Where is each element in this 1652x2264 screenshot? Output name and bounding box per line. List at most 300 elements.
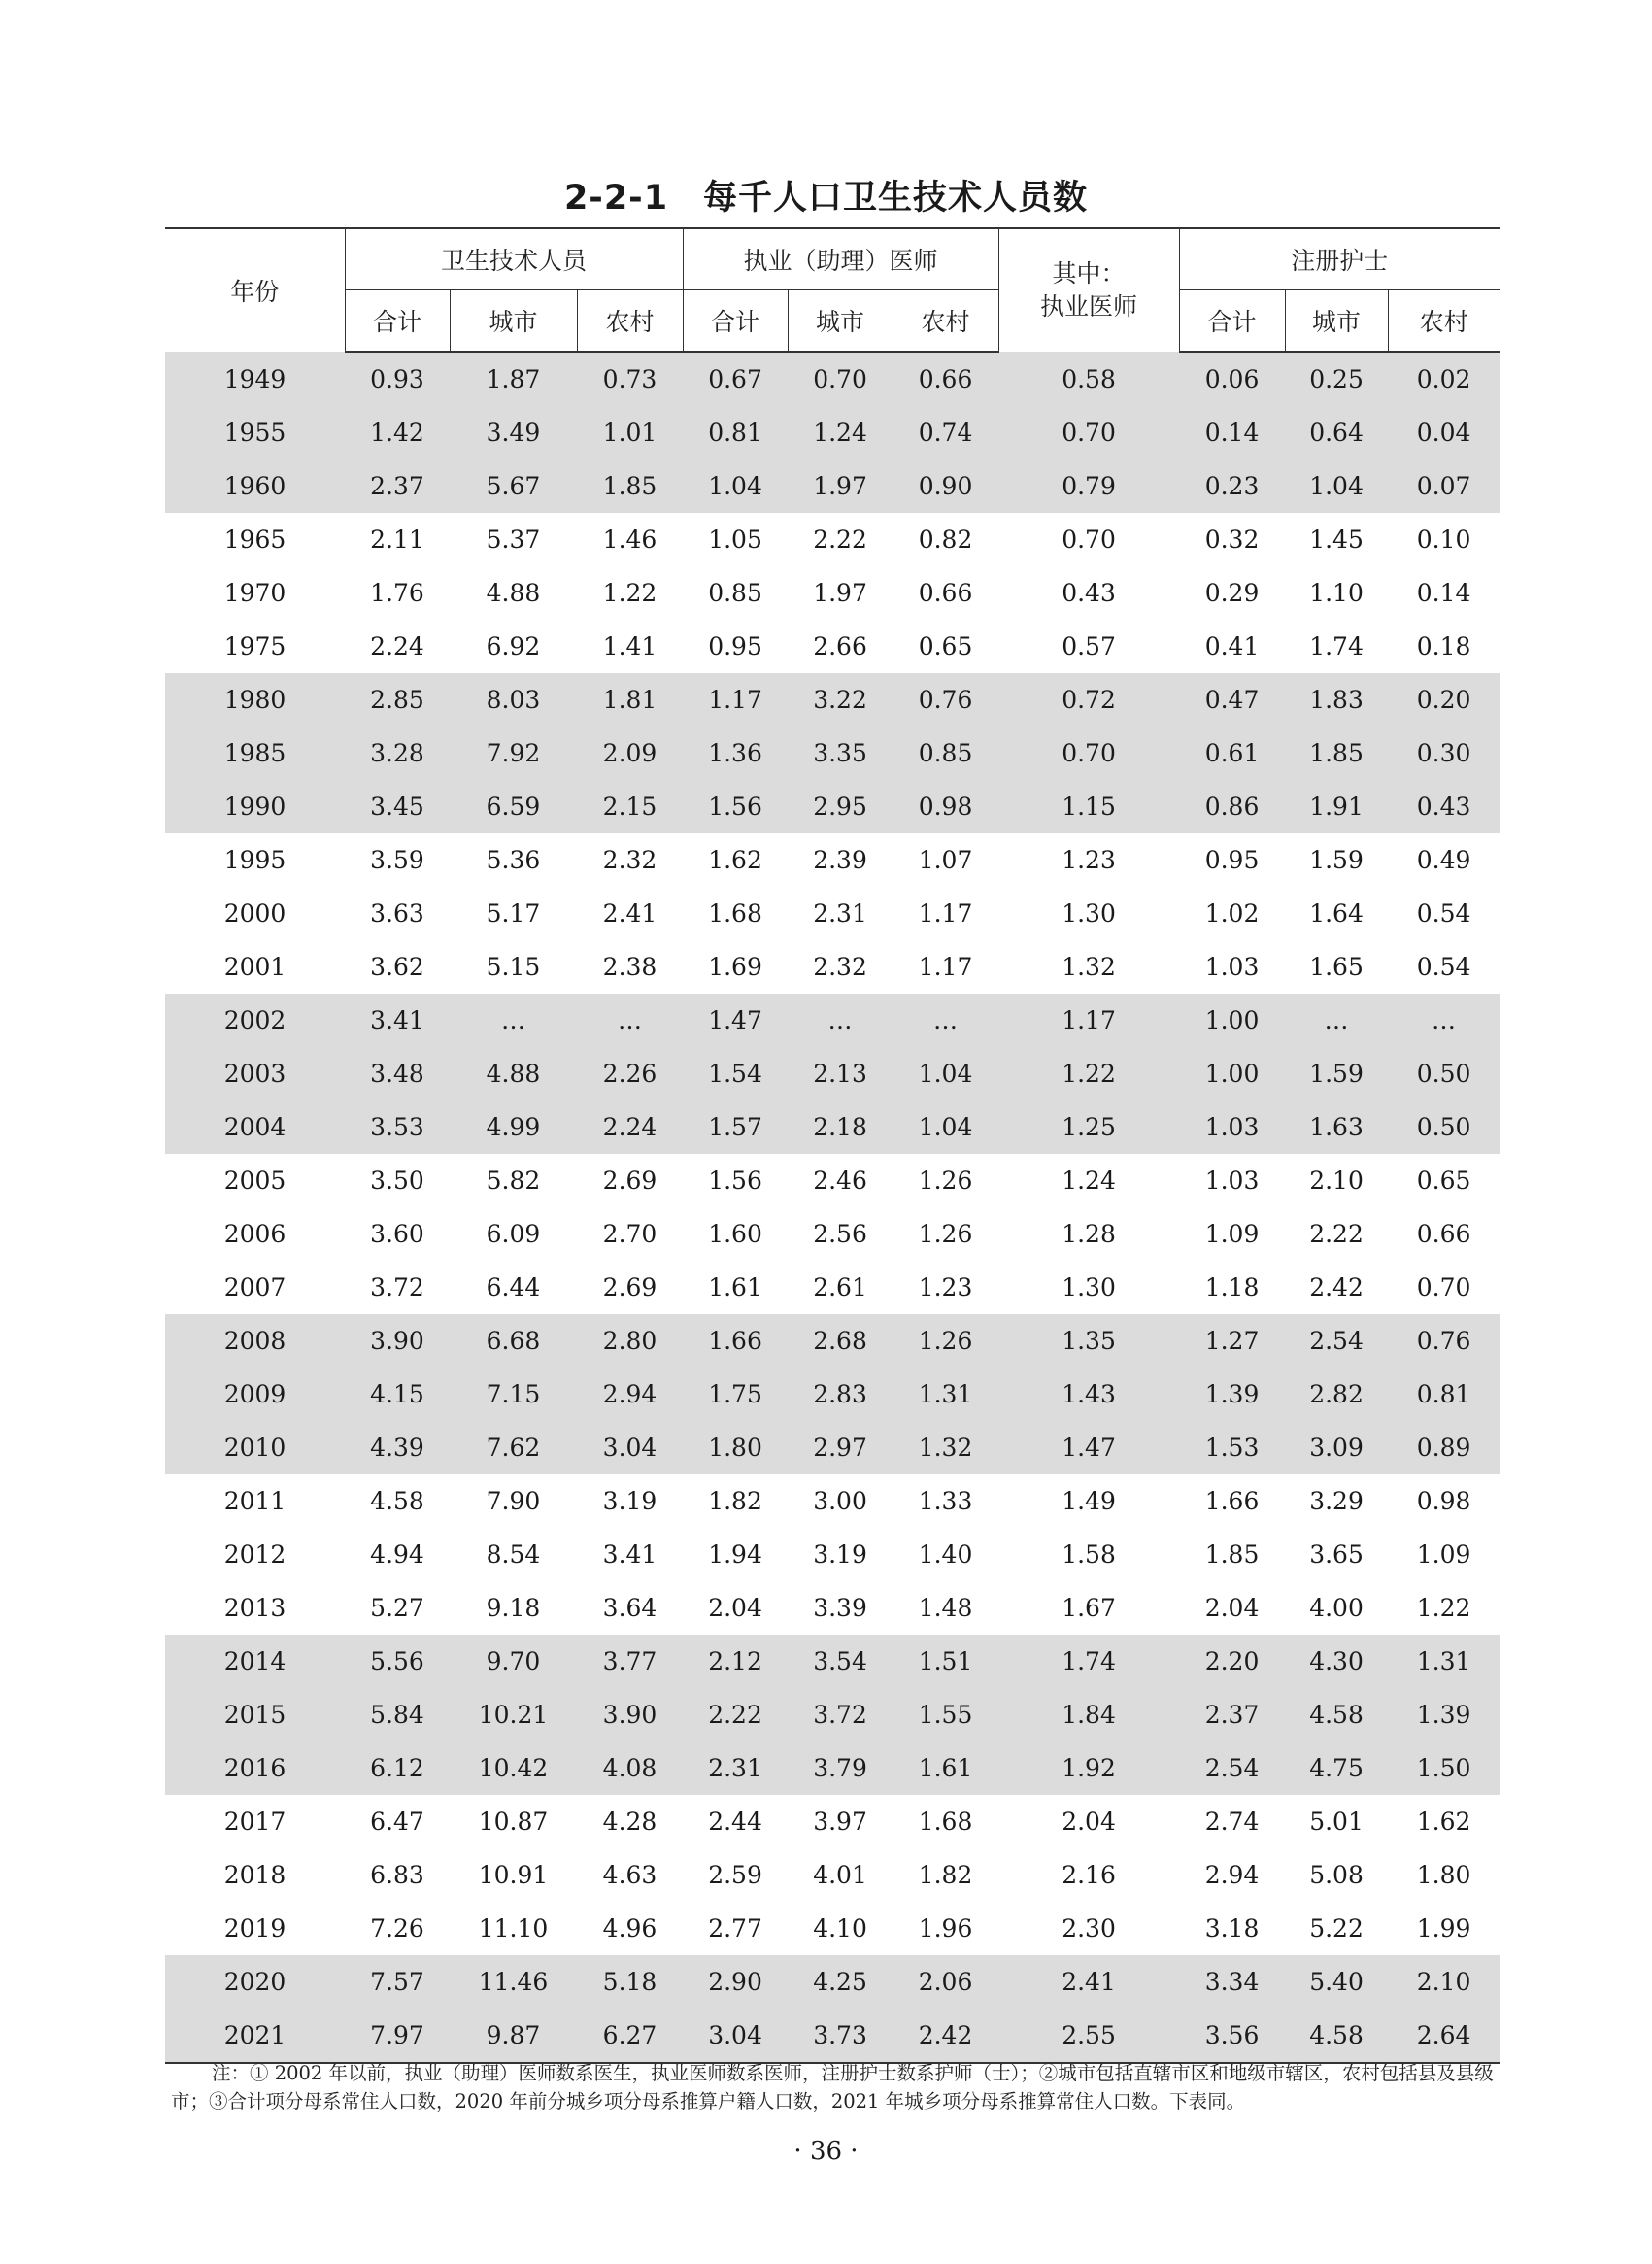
page-number: · 36 · xyxy=(793,2137,859,2166)
table-row xyxy=(165,1314,1500,1368)
value-cell: 7.97 xyxy=(345,2009,450,2063)
value-cell: 0.54 xyxy=(1416,899,1471,928)
value-cell: 1.41 xyxy=(602,632,657,660)
value-cell: 0.82 xyxy=(918,525,973,554)
value-cell: 1.09 xyxy=(1204,1220,1260,1248)
value-cell: 1.03 xyxy=(1204,1166,1260,1195)
value-cell: 3.53 xyxy=(345,1100,450,1154)
value-cell: 0.50 xyxy=(1388,1047,1500,1100)
value-cell: 1.67 xyxy=(1062,1594,1116,1622)
value-cell: 0.76 xyxy=(893,673,998,727)
year-cell: 1955 xyxy=(165,406,345,459)
value-cell: 1.22 xyxy=(602,579,657,607)
value-cell: 3.77 xyxy=(577,1635,683,1688)
table-row xyxy=(165,406,1500,459)
value-cell: 3.90 xyxy=(577,1688,683,1741)
value-cell: 7.62 xyxy=(450,1421,577,1474)
nurses-group-header: 注册护士 xyxy=(1179,228,1500,290)
value-cell: 2.22 xyxy=(1309,1220,1364,1248)
value-cell: 2.20 xyxy=(1179,1635,1285,1688)
value-cell: 1.82 xyxy=(708,1487,762,1515)
nurses-urban-header: 城市 xyxy=(1285,290,1388,353)
value-cell: 6.59 xyxy=(450,780,577,833)
value-cell: 0.47 xyxy=(1179,673,1285,727)
table-row xyxy=(165,727,1500,780)
value-cell: 1.22 xyxy=(1416,1594,1471,1622)
value-cell: 0.73 xyxy=(577,352,683,406)
value-cell: 2.26 xyxy=(577,1047,683,1100)
value-cell: 2.94 xyxy=(1204,1861,1260,1889)
value-cell: 1.45 xyxy=(1309,525,1364,554)
value-cell: 6.68 xyxy=(450,1314,577,1368)
year-cell: 2011 xyxy=(223,1487,287,1515)
nurses-total-header: 合计 xyxy=(1179,290,1285,353)
value-cell: 5.15 xyxy=(486,953,541,981)
value-cell: 1.85 xyxy=(1204,1540,1260,1569)
value-cell: 2.56 xyxy=(813,1220,867,1248)
value-cell: 1.97 xyxy=(813,579,867,607)
table-body xyxy=(165,352,1500,2063)
value-cell: 2.70 xyxy=(602,1220,657,1248)
year-cell: 2015 xyxy=(165,1688,345,1741)
value-cell: 3.60 xyxy=(370,1220,424,1248)
value-cell: 0.90 xyxy=(893,459,998,513)
value-cell: 1.31 xyxy=(1388,1635,1500,1688)
year-cell: 2021 xyxy=(165,2009,345,2063)
value-cell: 1.27 xyxy=(1179,1314,1285,1368)
table-header xyxy=(165,228,1500,352)
value-cell: 4.58 xyxy=(370,1487,424,1515)
value-cell: 6.83 xyxy=(370,1861,424,1889)
value-cell: 4.08 xyxy=(577,1741,683,1795)
value-cell: 1.26 xyxy=(918,1220,973,1248)
value-cell: 3.19 xyxy=(813,1540,867,1569)
value-cell: 5.36 xyxy=(486,846,541,874)
value-cell: 3.29 xyxy=(1309,1487,1364,1515)
value-cell: 0.04 xyxy=(1388,406,1500,459)
value-cell: 6.47 xyxy=(370,1808,424,1836)
value-cell: 0.30 xyxy=(1388,727,1500,780)
value-cell: 6.27 xyxy=(577,2009,683,2063)
value-cell: 0.95 xyxy=(1204,846,1260,874)
value-cell: 11.10 xyxy=(478,1914,549,1943)
value-cell: 0.85 xyxy=(893,727,998,780)
value-cell: 3.90 xyxy=(345,1314,450,1368)
table-row xyxy=(165,1100,1500,1154)
value-cell: 3.09 xyxy=(1285,1421,1388,1474)
value-cell: 0.66 xyxy=(918,579,973,607)
value-cell: 0.81 xyxy=(683,406,788,459)
value-cell: 5.27 xyxy=(370,1594,424,1622)
value-cell: 5.01 xyxy=(1309,1808,1364,1836)
value-cell: 0.70 xyxy=(1416,1273,1471,1301)
value-cell: 2.15 xyxy=(577,780,683,833)
year-cell: 2007 xyxy=(223,1273,287,1301)
value-cell: 2.44 xyxy=(708,1808,762,1836)
value-cell: 4.30 xyxy=(1285,1635,1388,1688)
value-cell: 5.08 xyxy=(1309,1861,1364,1889)
value-cell: 1.59 xyxy=(1285,1047,1388,1100)
value-cell: 5.37 xyxy=(486,525,541,554)
value-cell: 3.18 xyxy=(1204,1914,1260,1943)
value-cell: 3.56 xyxy=(1179,2009,1285,2063)
value-cell: 4.00 xyxy=(1309,1594,1364,1622)
value-cell: 2.04 xyxy=(708,1594,762,1622)
value-cell: 2.30 xyxy=(1062,1914,1116,1943)
value-cell: 2.42 xyxy=(893,2009,998,2063)
value-cell: 2.37 xyxy=(1179,1688,1285,1741)
health-tech-group-header: 卫生技术人员 xyxy=(345,228,683,290)
value-cell: 4.01 xyxy=(813,1861,867,1889)
value-cell: 1.80 xyxy=(1416,1861,1471,1889)
value-cell: 3.64 xyxy=(602,1594,657,1622)
value-cell: 8.03 xyxy=(450,673,577,727)
table-row xyxy=(165,513,1500,566)
table-row xyxy=(165,1368,1500,1421)
year-cell: 2009 xyxy=(165,1368,345,1421)
value-cell: 0.64 xyxy=(1285,406,1388,459)
value-cell: 2.69 xyxy=(602,1166,657,1195)
value-cell: 1.25 xyxy=(998,1100,1179,1154)
value-cell: 7.92 xyxy=(450,727,577,780)
value-cell: 2.31 xyxy=(813,899,867,928)
value-cell: 2.16 xyxy=(1062,1861,1116,1889)
value-cell: 0.58 xyxy=(998,352,1179,406)
value-cell: 1.39 xyxy=(1388,1688,1500,1741)
value-cell: 1.82 xyxy=(918,1861,973,1889)
year-cell: 1949 xyxy=(165,352,345,406)
value-cell: 3.50 xyxy=(370,1166,424,1195)
value-cell: 0.81 xyxy=(1388,1368,1500,1421)
value-cell: 0.10 xyxy=(1416,525,1471,554)
year-cell: 2005 xyxy=(223,1166,287,1195)
value-cell: 4.58 xyxy=(1285,2009,1388,2063)
health-tech-urban-header: 城市 xyxy=(450,290,577,353)
value-cell: 1.53 xyxy=(1179,1421,1285,1474)
value-cell: 0.98 xyxy=(893,780,998,833)
page-title: 2-2-1 每千人口卫生技术人员数 xyxy=(563,179,1089,218)
value-cell: 1.00 xyxy=(1179,1047,1285,1100)
value-cell: 2.66 xyxy=(813,632,867,660)
value-cell: 1.60 xyxy=(708,1220,762,1248)
year-cell: 2006 xyxy=(223,1220,287,1248)
value-cell: 3.72 xyxy=(788,1688,893,1741)
value-cell: 1.30 xyxy=(1062,899,1116,928)
value-cell: 1.39 xyxy=(1179,1368,1285,1421)
year-cell: 1965 xyxy=(223,525,287,554)
value-cell: 1.49 xyxy=(1062,1487,1116,1515)
value-cell: 0.49 xyxy=(1416,846,1471,874)
value-cell: 1.10 xyxy=(1309,579,1364,607)
value-cell: 0.02 xyxy=(1388,352,1500,406)
value-cell: 1.59 xyxy=(1309,846,1364,874)
year-cell: 2014 xyxy=(165,1635,345,1688)
value-cell: 1.09 xyxy=(1416,1540,1471,1569)
value-cell: 1.68 xyxy=(918,1808,973,1836)
value-cell: 1.66 xyxy=(1204,1487,1260,1515)
value-cell: 0.70 xyxy=(998,727,1179,780)
value-cell: 1.03 xyxy=(1204,953,1260,981)
value-cell: 2.74 xyxy=(1204,1808,1260,1836)
value-cell: 4.10 xyxy=(813,1914,867,1943)
value-cell: 2.68 xyxy=(788,1314,893,1368)
value-cell: 1.56 xyxy=(708,1166,762,1195)
year-cell: 2012 xyxy=(223,1540,287,1569)
value-cell: 3.04 xyxy=(683,2009,788,2063)
value-cell: 2.32 xyxy=(602,846,657,874)
value-cell: 2.94 xyxy=(577,1368,683,1421)
table-row xyxy=(165,1795,1500,1848)
value-cell: 3.41 xyxy=(345,994,450,1047)
table-row xyxy=(165,833,1500,887)
value-cell: 2.09 xyxy=(577,727,683,780)
value-cell: 1.58 xyxy=(1062,1540,1116,1569)
value-cell: 1.74 xyxy=(1309,632,1364,660)
value-cell: 2.24 xyxy=(577,1100,683,1154)
table-row xyxy=(165,1741,1500,1795)
value-cell: 2.24 xyxy=(370,632,424,660)
value-cell: … xyxy=(450,994,577,1047)
value-cell: 2.39 xyxy=(813,846,867,874)
year-cell: 2010 xyxy=(165,1421,345,1474)
table-row xyxy=(165,1421,1500,1474)
table-row xyxy=(165,352,1500,406)
physicians-rural-header: 农村 xyxy=(893,290,998,353)
value-cell: 1.24 xyxy=(1062,1166,1116,1195)
value-cell: 1.17 xyxy=(918,899,973,928)
value-cell: 4.75 xyxy=(1285,1741,1388,1795)
value-cell: 1.15 xyxy=(998,780,1179,833)
value-cell: 1.04 xyxy=(893,1047,998,1100)
value-cell: 3.39 xyxy=(813,1594,867,1622)
value-cell: 0.67 xyxy=(683,352,788,406)
value-cell: 0.50 xyxy=(1388,1100,1500,1154)
value-cell: 5.18 xyxy=(577,1955,683,2009)
year-cell: 1995 xyxy=(223,846,287,874)
value-cell: 4.25 xyxy=(788,1955,893,2009)
value-cell: 0.89 xyxy=(1388,1421,1500,1474)
year-cell: 1975 xyxy=(223,632,287,660)
value-cell: 1.55 xyxy=(893,1688,998,1741)
value-cell: 0.57 xyxy=(1062,632,1116,660)
value-cell: 4.94 xyxy=(370,1540,424,1569)
physicians-total-header: 合计 xyxy=(683,290,788,353)
value-cell: 0.18 xyxy=(1416,632,1471,660)
value-cell: 2.82 xyxy=(1285,1368,1388,1421)
value-cell: 5.40 xyxy=(1285,1955,1388,2009)
year-cell: 2020 xyxy=(165,1955,345,2009)
value-cell: 2.22 xyxy=(683,1688,788,1741)
value-cell: 4.58 xyxy=(1285,1688,1388,1741)
value-cell: 1.24 xyxy=(788,406,893,459)
value-cell: 2.04 xyxy=(1062,1808,1116,1836)
value-cell: 5.56 xyxy=(345,1635,450,1688)
value-cell: 0.25 xyxy=(1285,352,1388,406)
year-cell: 1985 xyxy=(165,727,345,780)
value-cell: 3.79 xyxy=(788,1741,893,1795)
value-cell: 7.26 xyxy=(370,1914,424,1943)
value-cell: 2.80 xyxy=(577,1314,683,1368)
value-cell: 0.65 xyxy=(918,632,973,660)
value-cell: 2.55 xyxy=(998,2009,1179,2063)
value-cell: 1.46 xyxy=(602,525,657,554)
value-cell: 1.26 xyxy=(918,1166,973,1195)
value-cell: 4.88 xyxy=(450,1047,577,1100)
value-cell: 11.46 xyxy=(450,1955,577,2009)
value-cell: 1.47 xyxy=(683,994,788,1047)
value-cell: 4.99 xyxy=(450,1100,577,1154)
value-cell: 5.67 xyxy=(450,459,577,513)
value-cell: 1.63 xyxy=(1285,1100,1388,1154)
value-cell: 10.21 xyxy=(450,1688,577,1741)
value-cell: 6.12 xyxy=(345,1741,450,1795)
value-cell: 1.96 xyxy=(918,1914,973,1943)
value-cell: 0.70 xyxy=(1062,525,1116,554)
value-cell: 1.66 xyxy=(683,1314,788,1368)
value-cell: 1.81 xyxy=(577,673,683,727)
value-cell: 3.35 xyxy=(788,727,893,780)
year-cell: 2008 xyxy=(165,1314,345,1368)
footnote: 注：① 2002 年以前，执业（助理）医师数系医生，执业医师数系医师，注册护士数系护师（士）；②城市包括直辖市区和地级市辖区，农村包括县及县级市；③合计项分母系常住人口数，2020 年前分城乡项分母系推算户籍人口数，2021 年城乡项分母系推算常住人口数。下表同。 xyxy=(171,2062,1494,2112)
value-cell: 1.87 xyxy=(450,352,577,406)
value-cell: 1.51 xyxy=(893,1635,998,1688)
value-cell: 2.59 xyxy=(708,1861,762,1889)
value-cell: 1.18 xyxy=(1204,1273,1260,1301)
value-cell: 1.80 xyxy=(683,1421,788,1474)
value-cell: 1.61 xyxy=(708,1273,762,1301)
value-cell: 0.72 xyxy=(998,673,1179,727)
value-cell: 1.31 xyxy=(893,1368,998,1421)
value-cell: 3.97 xyxy=(813,1808,867,1836)
value-cell: 2.32 xyxy=(813,953,867,981)
value-cell: 3.48 xyxy=(345,1047,450,1100)
value-cell: 1.50 xyxy=(1388,1741,1500,1795)
year-cell: 2017 xyxy=(223,1808,287,1836)
value-cell: 9.18 xyxy=(486,1594,541,1622)
value-cell: 1.07 xyxy=(918,846,973,874)
value-cell: 3.00 xyxy=(813,1487,867,1515)
value-cell: 1.02 xyxy=(1204,899,1260,928)
value-cell: 1.43 xyxy=(998,1368,1179,1421)
value-cell: 1.05 xyxy=(708,525,762,554)
licensed-physicians-header xyxy=(998,228,1179,352)
table-row xyxy=(165,1474,1500,1528)
value-cell: 5.22 xyxy=(1309,1914,1364,1943)
value-cell: 3.54 xyxy=(788,1635,893,1688)
table-row xyxy=(165,1955,1500,2009)
year-cell: 2000 xyxy=(223,899,287,928)
value-cell: 1.26 xyxy=(893,1314,998,1368)
value-cell: … xyxy=(788,994,893,1047)
year-cell: 2016 xyxy=(165,1741,345,1795)
table-row xyxy=(165,994,1500,1047)
value-cell: 0.14 xyxy=(1416,579,1471,607)
value-cell: 1.42 xyxy=(345,406,450,459)
table-row xyxy=(165,620,1500,673)
value-cell: 1.76 xyxy=(370,579,424,607)
value-cell: 4.39 xyxy=(345,1421,450,1474)
value-cell: 0.86 xyxy=(1179,780,1285,833)
value-cell: 4.63 xyxy=(602,1861,657,1889)
value-cell: 1.04 xyxy=(1285,459,1388,513)
value-cell: 3.34 xyxy=(1179,1955,1285,2009)
value-cell: 2.41 xyxy=(602,899,657,928)
value-cell: 1.36 xyxy=(683,727,788,780)
value-cell: 2.37 xyxy=(345,459,450,513)
value-cell: … xyxy=(1285,994,1388,1047)
value-cell: 1.03 xyxy=(1179,1100,1285,1154)
table-row xyxy=(165,1154,1500,1207)
nurses-rural-header: 农村 xyxy=(1388,290,1500,353)
value-cell: 2.12 xyxy=(683,1635,788,1688)
value-cell: 7.57 xyxy=(345,1955,450,2009)
value-cell: 1.62 xyxy=(708,846,762,874)
value-cell: 1.68 xyxy=(708,899,762,928)
value-cell: 2.64 xyxy=(1388,2009,1500,2063)
table-row xyxy=(165,1688,1500,1741)
value-cell: 3.73 xyxy=(788,2009,893,2063)
value-cell: 3.72 xyxy=(370,1273,424,1301)
value-cell: 2.41 xyxy=(998,1955,1179,2009)
licensed-physicians-header-line1: 其中： xyxy=(1052,259,1126,287)
value-cell: 2.97 xyxy=(788,1421,893,1474)
value-cell: 1.62 xyxy=(1416,1808,1471,1836)
value-cell: 6.09 xyxy=(486,1220,541,1248)
table-row xyxy=(165,1207,1500,1261)
value-cell: 0.98 xyxy=(1416,1487,1471,1515)
value-cell: 2.77 xyxy=(708,1914,762,1943)
value-cell: 2.95 xyxy=(788,780,893,833)
value-cell: 1.28 xyxy=(1062,1220,1116,1248)
value-cell: 9.70 xyxy=(450,1635,577,1688)
value-cell: 1.32 xyxy=(893,1421,998,1474)
table-row xyxy=(165,1635,1500,1688)
value-cell: 0.29 xyxy=(1204,579,1260,607)
value-cell: 1.92 xyxy=(998,1741,1179,1795)
value-cell: 2.42 xyxy=(1309,1273,1364,1301)
table-row xyxy=(165,1261,1500,1314)
value-cell: 1.97 xyxy=(788,459,893,513)
value-cell: 2.06 xyxy=(893,1955,998,2009)
value-cell: … xyxy=(1388,994,1500,1047)
table-row xyxy=(165,566,1500,620)
health-tech-rural-header: 农村 xyxy=(577,290,683,353)
table-row xyxy=(165,780,1500,833)
value-cell: 0.76 xyxy=(1388,1314,1500,1368)
value-cell: … xyxy=(893,994,998,1047)
value-cell: 1.04 xyxy=(893,1100,998,1154)
value-cell: 1.69 xyxy=(708,953,762,981)
table-row xyxy=(165,887,1500,940)
year-cell: 1970 xyxy=(223,579,287,607)
value-cell: 1.83 xyxy=(1285,673,1388,727)
year-cell: 2003 xyxy=(165,1047,345,1100)
value-cell: 1.35 xyxy=(998,1314,1179,1368)
value-cell: 4.96 xyxy=(602,1914,657,1943)
table-row xyxy=(165,673,1500,727)
year-cell: 2002 xyxy=(165,994,345,1047)
value-cell: 0.20 xyxy=(1388,673,1500,727)
value-cell: 1.56 xyxy=(683,780,788,833)
table-row xyxy=(165,1848,1500,1902)
value-cell: 0.32 xyxy=(1204,525,1260,554)
value-cell: 2.10 xyxy=(1309,1166,1364,1195)
value-cell: 0.85 xyxy=(708,579,762,607)
health-personnel-table xyxy=(165,227,1500,2064)
year-cell: 1990 xyxy=(165,780,345,833)
value-cell: 1.54 xyxy=(683,1047,788,1100)
value-cell: 5.82 xyxy=(486,1166,541,1195)
